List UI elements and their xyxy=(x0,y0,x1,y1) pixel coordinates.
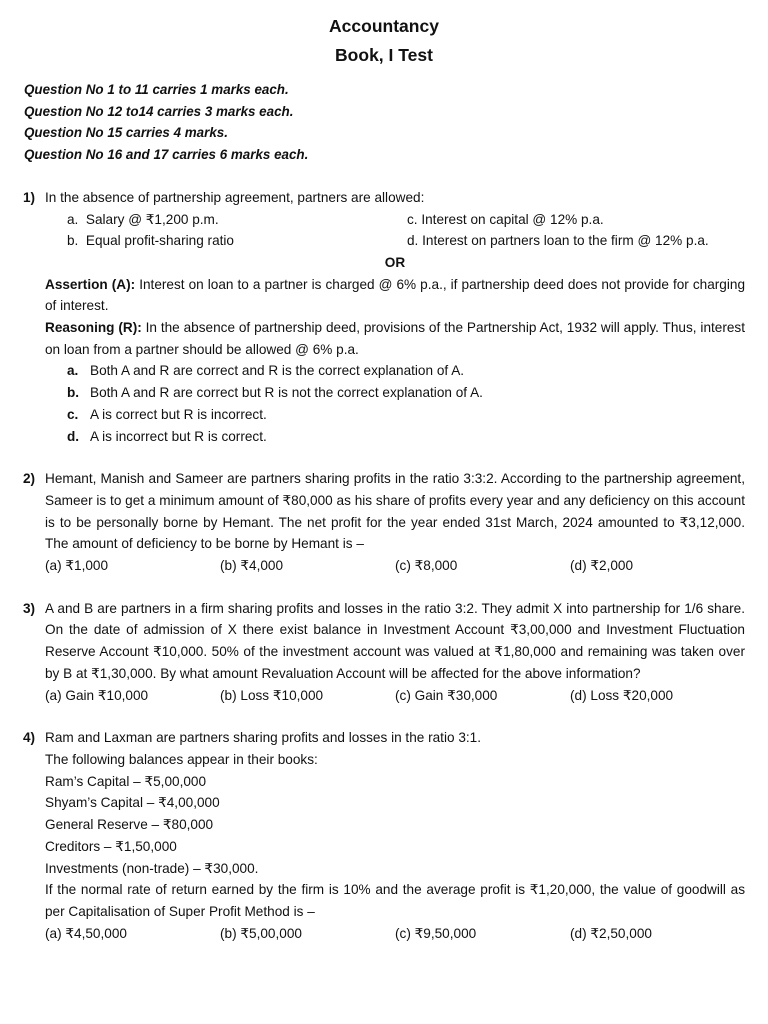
option-a: (a) ₹1,000 xyxy=(45,558,109,574)
balance-item: Ram’s Capital – ₹5,00,000 xyxy=(45,773,207,789)
list-item xyxy=(67,404,745,426)
or-divider: OR xyxy=(384,254,406,270)
instruction-line: Question No 15 carries 4 marks. xyxy=(24,125,228,141)
option-letter: a. xyxy=(67,363,79,379)
option-row xyxy=(45,923,745,945)
question-text: If the normal rate of return earned by the firm is 10% and the average profit is ₹1,20,000, the value of goodwill as per Capitalisation of Super Profit Method is – xyxy=(45,882,745,919)
question-number: 1) xyxy=(23,189,36,205)
reasoning xyxy=(45,317,745,360)
assertion xyxy=(45,274,745,317)
balances-heading: The following balances appear in their books: xyxy=(45,751,318,767)
option-text: Both A and R are correct but R is not the correct explanation of A. xyxy=(90,385,483,401)
option-c: (c) ₹8,000 xyxy=(395,558,458,574)
instruction-line: Question No 12 to14 carries 3 marks each. xyxy=(24,103,294,119)
option-d: (d) Loss ₹20,000 xyxy=(570,687,674,703)
assertion-label: Assertion (A): xyxy=(45,276,136,292)
question-4 xyxy=(0,727,768,944)
option-c: c. Interest on capital @ 12% p.a. xyxy=(407,211,604,227)
balance-item: Creditors – ₹1,50,000 xyxy=(45,838,177,854)
option-b: (b) ₹5,00,000 xyxy=(220,925,302,941)
test-title: Book, I Test xyxy=(335,45,433,65)
balance-item: Investments (non-trade) – ₹30,000. xyxy=(45,860,259,876)
question-text: A and B are partners in a firm sharing profits and losses in the ratio 3:2. They admit X into partnership for 1/6 share. On the date of admission of X there exist balance in Investment Account ₹3,00,000 and Investment Fluctuation Reserve Account ₹10,000. 50% of the investment account was valued at ₹1,80,000 and remaining was taken over by B at ₹1,30,000. By what amount Revaluation Account will be affected for the above information? xyxy=(45,600,745,681)
option-d: (d) ₹2,000 xyxy=(570,558,634,574)
option-b: b. Equal profit-sharing ratio xyxy=(67,233,234,249)
option-a: (a) Gain ₹10,000 xyxy=(45,687,149,703)
reasoning-text: In the absence of partnership deed, provisions of the Partnership Act, 1932 will apply. Thus, interest on loan from a partner should be allowed @ 6% p.a. xyxy=(45,320,745,357)
question-text: Hemant, Manish and Sameer are partners sharing profits in the ratio 3:3:2. According to the partnership agreement, Sameer is to get a minimum amount of ₹80,000 as his share of profits every year and any deficiency on this account is to be personally borne by Hemant. The net profit for the year ended 31st March, 2024 amounted to ₹3,12,000. The amount of deficiency to be borne by Hemant is – xyxy=(45,471,745,552)
question-text: In the absence of partnership agreement, partners are allowed: xyxy=(45,189,425,205)
question-number: 4) xyxy=(23,730,36,746)
option-row xyxy=(45,555,745,577)
option-b: (b) Loss ₹10,000 xyxy=(220,687,324,703)
option-d: d. Interest on partners loan to the firm @ 12% p.a. xyxy=(407,233,709,249)
marks-instructions xyxy=(24,79,768,166)
option-c: (c) Gain ₹30,000 xyxy=(395,687,498,703)
option-row xyxy=(45,209,745,231)
instruction-line: Question No 1 to 11 carries 1 marks each. xyxy=(24,82,289,97)
question-intro: Ram and Laxman are partners sharing profits and losses in the ratio 3:1. xyxy=(45,730,481,746)
question-number: 3) xyxy=(23,600,36,616)
option-letter: c. xyxy=(67,406,79,422)
option-d: (d) ₹2,50,000 xyxy=(570,925,652,941)
list-item xyxy=(67,360,745,382)
option-text: Both A and R are correct and R is the correct explanation of A. xyxy=(90,363,465,379)
question-number: 2) xyxy=(23,471,36,487)
option-letter: d. xyxy=(67,428,80,444)
option-row xyxy=(45,230,745,252)
question-paper xyxy=(0,12,768,944)
option-b: (b) ₹4,000 xyxy=(220,558,284,574)
option-text: A is correct but R is incorrect. xyxy=(90,406,267,422)
option-letter: b. xyxy=(67,385,80,401)
balance-item: General Reserve – ₹80,000 xyxy=(45,817,214,833)
assertion-text: Interest on loan to a partner is charged @ 6% p.a., if partnership deed does not provide for charging of interest. xyxy=(45,276,745,314)
list-item xyxy=(67,426,745,448)
option-row xyxy=(45,685,745,707)
subject-title: Accountancy xyxy=(329,16,439,36)
list-item xyxy=(67,382,745,404)
reasoning-label: Reasoning (R): xyxy=(45,320,142,336)
question-3 xyxy=(0,598,768,707)
assertion-reason-options xyxy=(45,360,745,447)
balance-item: Shyam’s Capital – ₹4,00,000 xyxy=(45,795,220,811)
question-2 xyxy=(0,468,768,577)
instruction-line: Question No 16 and 17 carries 6 marks each. xyxy=(24,147,309,163)
question-1 xyxy=(0,187,768,447)
option-a: a. Salary @ ₹1,200 p.m. xyxy=(67,211,219,227)
option-text: A is incorrect but R is correct. xyxy=(90,428,267,444)
option-c: (c) ₹9,50,000 xyxy=(395,925,477,941)
option-a: (a) ₹4,50,000 xyxy=(45,925,127,941)
